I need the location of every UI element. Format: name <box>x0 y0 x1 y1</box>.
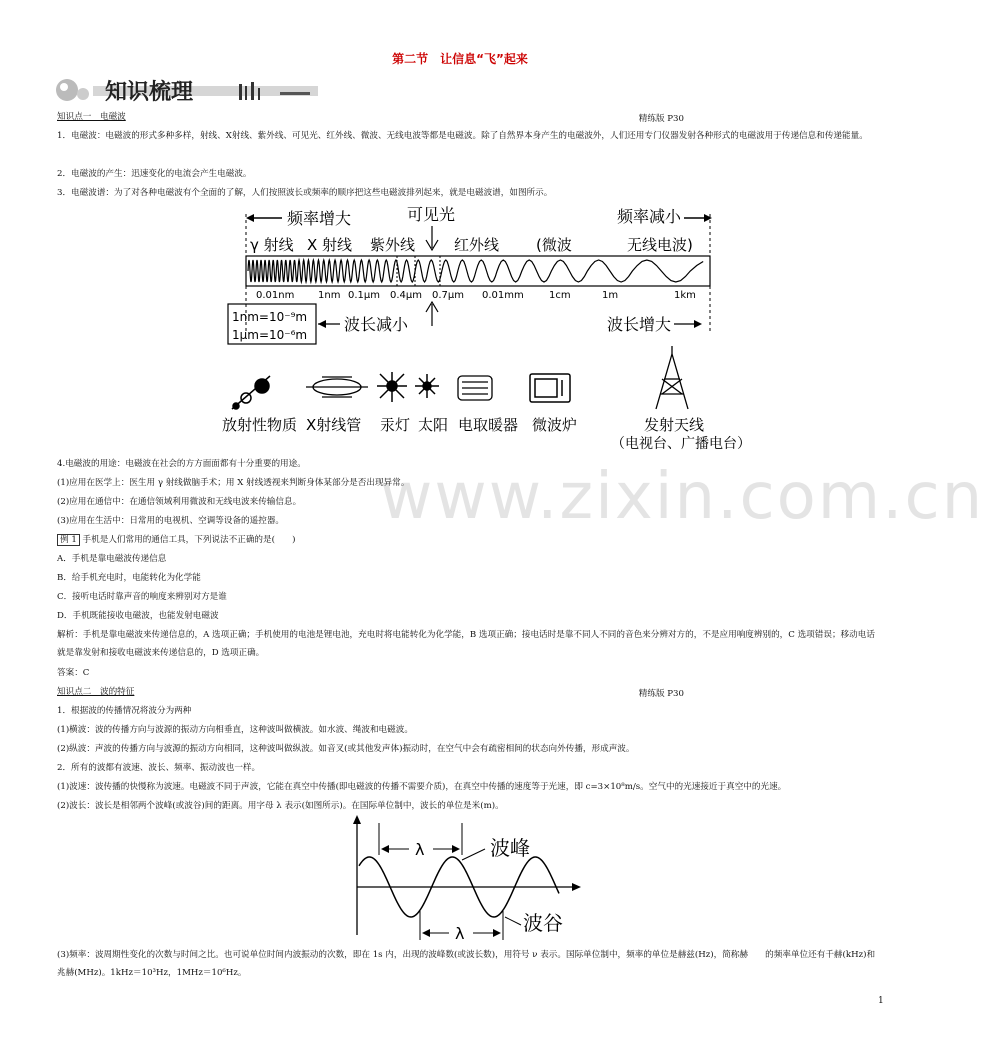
gamma-label: γ 射线 <box>250 236 294 254</box>
section1-p7: (3)应用在生活中：日常用的电视机、空调等设备的遥控器。 <box>57 516 285 526</box>
wave-figure <box>345 815 595 945</box>
option-a: A．手机是靠电磁波传递信息 <box>57 554 167 564</box>
section2-p4: 2．所有的波都有波速、波长、频率、振动波也一样。 <box>57 763 261 773</box>
spectrum-wave <box>248 260 703 282</box>
radio-label: 无线电波) <box>627 236 693 254</box>
mercury-lamp-icon <box>377 372 407 402</box>
source-label: 放射性物质 <box>222 416 298 434</box>
tick-label: 0.01mm <box>482 290 524 301</box>
transmitting-antenna-icon <box>656 346 688 409</box>
spectrum-figure <box>222 204 751 456</box>
section2-p3: (2)纵波：声波的传播方向与波源的振动方向相同，这种波叫做纵波。如音叉(或其他发声体)振动时，在空气中会有疏密相间的状态向外传播，形成声波。 <box>57 744 635 754</box>
ir-label: 红外线 <box>454 236 500 254</box>
tick-label: 0.01nm <box>256 290 295 301</box>
electric-heater-icon <box>458 376 492 400</box>
radioactive-source-icon <box>232 376 270 409</box>
watermark: www.zixin.com.cn <box>380 460 984 534</box>
source-label: X射线管 <box>306 416 362 434</box>
example-question: 例 1 手机是人们常用的通信工具，下列说法不正确的是( ) <box>57 531 883 549</box>
lambda-label-bottom: λ <box>455 924 465 943</box>
section1-p6: (2)应用在通信中：在通信领域利用微波和无线电波来传输信息。 <box>57 497 302 507</box>
section2-ref: 精练版 P30 <box>638 689 684 699</box>
section2-p5: (1)波速：波传播的快慢称为波速。电磁波不同于声波，它能在真空中传播(即电磁波的传播不需要介质)，在真空中传播的速度等于光速，即 c=3×10⁸m/s。空气中的光速接近于真空中的光速。 <box>57 782 787 792</box>
microwave-oven-icon <box>530 374 570 402</box>
section2-p6: (2)波长：波长是相邻两个波峰(或波谷)间的距离。用字母 λ 表示(如图所示)。在国际单位制中，波长的单位是米(m)。 <box>57 801 504 811</box>
section1-p4: 4.电磁波的用途：电磁波在社会的方方面面都有十分重要的用途。 <box>57 459 306 469</box>
source-label: 微波炉 <box>532 416 578 434</box>
source-label: 电取暖器 <box>458 416 519 434</box>
example-tag: 例 1 <box>57 534 80 546</box>
source-label: 发射天线 <box>644 416 705 434</box>
lambda-label-top: λ <box>415 840 425 859</box>
tick-label: 1m <box>602 290 619 301</box>
page-number: 1 <box>878 996 884 1006</box>
option-d: D．手机既能接收电磁波，也能发射电磁波 <box>57 611 219 621</box>
uv-label: 紫外线 <box>370 236 416 254</box>
section2-p2: (1)横波：波的传播方向与波源的振动方向相垂直，这种波叫做横波。如水波、绳波和电磁波。 <box>57 725 413 735</box>
freq-down-label: 频率减小 <box>617 207 682 226</box>
microwave-label: (微波 <box>536 236 572 254</box>
source-label: 汞灯 <box>380 416 411 434</box>
option-c: C．接听电话时靠声音的响度来辨别对方是谁 <box>57 592 227 602</box>
xray-tube-icon <box>306 377 368 397</box>
section1-p1: 1．电磁波：电磁波的形式多种多样，射线、X射线、紫外线、可见光、红外线、微波、无线电波等都是电磁波。除了自然界本身产生的电磁波外，人们还用专门仪器发射各种形式的电磁波用于传递信息和传递能量。 <box>57 131 868 141</box>
wavelength-up-label: 波长增大 <box>607 315 672 334</box>
section2-heading: 知识点二 波的特征 <box>57 687 135 697</box>
section1-p2: 2．电磁波的产生：迅速变化的电流会产生电磁波。 <box>57 169 252 179</box>
trough-label: 波谷 <box>523 911 563 935</box>
unit-nm: 1nm=10⁻⁹m <box>232 310 308 324</box>
section1-heading: 知识点一 电磁波 <box>57 112 126 122</box>
tick-label: 1km <box>674 290 696 301</box>
source-label: 太阳 <box>418 416 449 434</box>
tick-label: 0.7μm <box>432 290 465 301</box>
tick-label: 0.1μm <box>348 290 381 301</box>
freq-up-label: 频率增大 <box>287 209 352 228</box>
section-banner <box>55 72 325 106</box>
banner-label: 知识梳理 <box>105 80 194 105</box>
sun-icon <box>415 374 439 398</box>
wavelength-down-label: 波长减小 <box>344 315 409 334</box>
section1-p3: 3．电磁波谱：为了对各种电磁波有个全面的了解，人们按照波长或频率的顺序把这些电磁波排列起来，就是电磁波谱，如图所示。 <box>57 188 553 198</box>
page-title: 第二节 让信息“飞”起来 <box>392 52 528 66</box>
tick-label: 1nm <box>318 290 341 301</box>
visible-label: 可见光 <box>407 205 456 224</box>
visible-arrow-down-icon <box>426 226 438 250</box>
xray-label: X 射线 <box>307 236 353 254</box>
answer: 答案：C <box>57 668 90 678</box>
section1-ref: 精练版 P30 <box>638 114 684 124</box>
option-b: B．给手机充电时，电能转化为化学能 <box>57 573 201 583</box>
visible-arrow-up-icon <box>426 302 438 326</box>
antenna-note: （电视台、广播电台） <box>611 436 751 452</box>
unit-um: 1μm=10⁻⁶m <box>232 328 308 342</box>
section2-p1: 1．根据波的传播情况将波分为两种 <box>57 706 192 716</box>
crest-label: 波峰 <box>490 836 530 860</box>
section1-p5: (1)应用在医学上：医生用 γ 射线做脑手术；用 X 射线透视来判断身体某部分是否出现异常。 <box>57 478 410 488</box>
analysis: 解析：手机是靠电磁波来传递信息的，A 选项正确；手机使用的电池是锂电池，充电时将电能转化为化学能，B 选项正确；接电话时是靠不同人不同的音色来分辨对方的，不是应用响度辨别的，C 选项错误；移动电话就是靠发射和接收电磁波来传递信息的，D 选项正确。 <box>57 630 875 658</box>
tick-label: 0.4μm <box>390 290 423 301</box>
tick-label: 1cm <box>549 290 571 301</box>
section2-p7: (3)频率：波周期性变化的次数与时间之比。也可说单位时间内波振动的次数，即在 1s 内，出现的波峰数(或波长数)，用符号 ν 表示。国际单位制中，频率的单位是赫兹(Hz)，简称赫 的频率单位还有千赫(kHz)和兆赫(MHz)。1kHz＝10³Hz，1MHz＝10⁶Hz。 <box>57 950 876 978</box>
